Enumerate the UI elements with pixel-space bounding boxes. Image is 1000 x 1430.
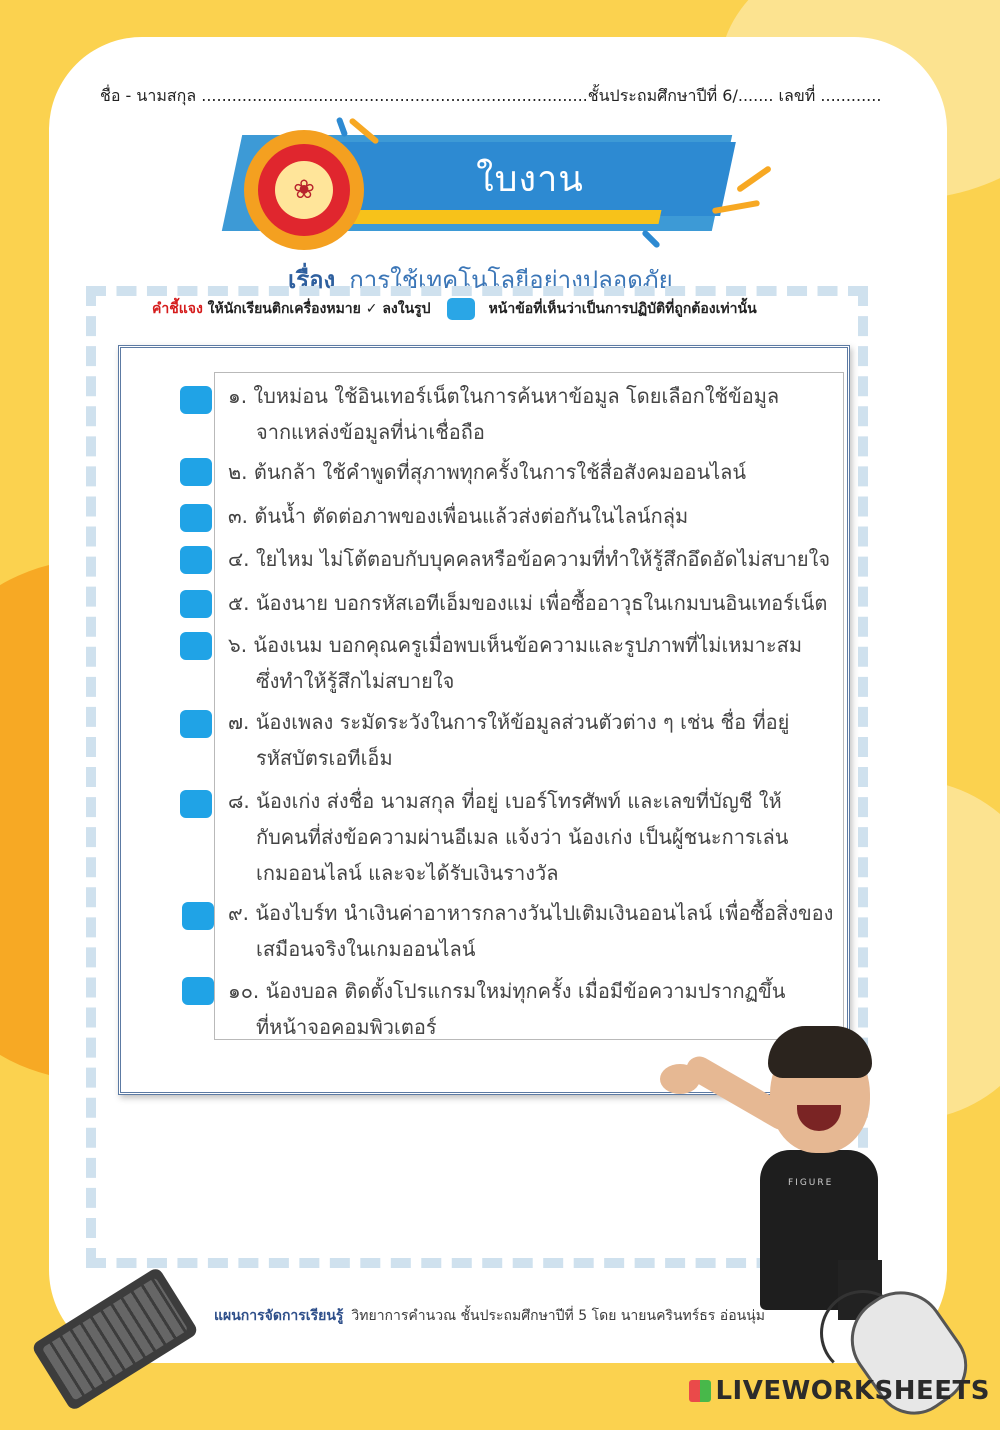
question-item-3: ๓. ต้นน้ำ ตัดต่อภาพของเพื่อนแล้วส่งต่อกันในไลน์กลุ่ม <box>228 504 689 528</box>
footer-text: วิทยาการคำนวณ ชั้นประถมศึกษาปีที่ 5 โดย นายนครินทร์ธร อ่อนนุ่ม <box>351 1308 765 1324</box>
question-item-7: ๗. น้องเพลง ระมัดระวังในการให้ข้อมูลส่วนตัวต่าง ๆ เช่น ชื่อ ที่อยู่ รหัสบัตรเอทีเอ็ม <box>228 710 790 770</box>
answer-checkbox-3[interactable] <box>180 504 212 532</box>
answer-checkbox-10[interactable] <box>182 977 214 1005</box>
answer-checkbox-5[interactable] <box>180 590 212 618</box>
avatar-hand <box>660 1064 700 1094</box>
question-item-5: ๕. น้องนาย บอกรหัสเอทีเอ็มของแม่ เพื่อซื้ออาวุธในเกมบนอินเทอร์เน็ต <box>228 591 828 615</box>
answer-checkbox-2[interactable] <box>180 458 212 486</box>
answer-checkbox-9[interactable] <box>182 902 214 930</box>
footer-credit <box>214 1305 765 1327</box>
avatar-shirt-text: FIGURE <box>788 1178 834 1188</box>
answer-checkbox-1[interactable] <box>180 386 212 414</box>
question-item-10: ๑๐. น้องบอล ติดตั้งโปรแกรมใหม่ทุกครั้ง เมื่อมีข้อความปรากฏขึ้น ที่หน้าจอคอมพิวเตอร์ <box>228 979 786 1039</box>
school-emblem-icon: ❀ <box>275 161 333 219</box>
instruction-text: หน้าข้อที่เห็นว่าเป็นการปฏิบัติที่ถูกต้องเท่านั้น <box>488 301 757 317</box>
answer-checkbox-8[interactable] <box>180 790 212 818</box>
question-item-1: ๑. ใบหม่อน ใช้อินเทอร์เน็ตในการค้นหาข้อมูล โดยเลือกใช้ข้อมูล จากแหล่งข้อมูลที่น่าเชื่อถือ <box>228 384 780 444</box>
question-item-9: ๙. น้องไบร์ท นำเงินค่าอาหารกลางวันไปเติมเงินออนไลน์ เพื่อซื้อสิ่งของ เสมือนจริงในเกมออนไลน์ <box>228 901 834 961</box>
question-item-2: ๒. ต้นกล้า ใช้คำพูดที่สุภาพทุกครั้งในการใช้สื่อสังคมออนไลน์ <box>228 460 747 484</box>
answer-checkbox-6[interactable] <box>180 632 212 660</box>
answer-checkbox-4[interactable] <box>180 546 212 574</box>
question-item-4: ๔. ใยไหม ไม่โต้ตอบกับบุคคลหรือข้อความที่ทำให้รู้สึกอึดอัดไม่สบายใจ <box>228 547 831 571</box>
student-info-line: ชื่อ - นามสกุล ............................................................................ชั้นประถมศึกษาปีที่ 6/....... เลขที่ ............ <box>100 86 882 105</box>
answer-checkbox-7[interactable] <box>180 710 212 738</box>
liveworksheets-logo: LIVEWORKSHEETS <box>689 1376 990 1406</box>
footer-label: แผนการจัดการเรียนรู้ <box>214 1308 344 1324</box>
banner-accent <box>329 210 662 224</box>
question-item-8: ๘. น้องเก่ง ส่งชื่อ นามสกุล ที่อยู่ เบอร์โทรศัพท์ และเลขที่บัญชี ให้ กับคนที่ส่งข้อความผ่านอีเมล แจ้งว่า น้องเก่ง เป็นผู้ชนะการเล่น เกมออนไลน์ และจะได้รับเงินรางวัล <box>228 789 789 885</box>
instruction-label: คำชี้แจง <box>152 301 203 317</box>
subject-title: การใช้เทคโนโลยีอย่างปลอดภัย <box>349 266 673 294</box>
question-item-6: ๖. น้องเนม บอกคุณครูเมื่อพบเห็นข้อความและรูปภาพที่ไม่เหมาะสม ซึ่งทำให้รู้สึกไม่สบายใจ <box>228 633 803 693</box>
subject-label: เรื่อง <box>288 266 336 294</box>
brand-badge-icon <box>689 1380 711 1402</box>
avatar-hair <box>768 1026 872 1078</box>
instruction-text: ให้นักเรียนติกเครื่องหมาย ✓ ลงในรูป <box>207 301 431 317</box>
worksheet-title: ใบงาน <box>476 159 584 200</box>
